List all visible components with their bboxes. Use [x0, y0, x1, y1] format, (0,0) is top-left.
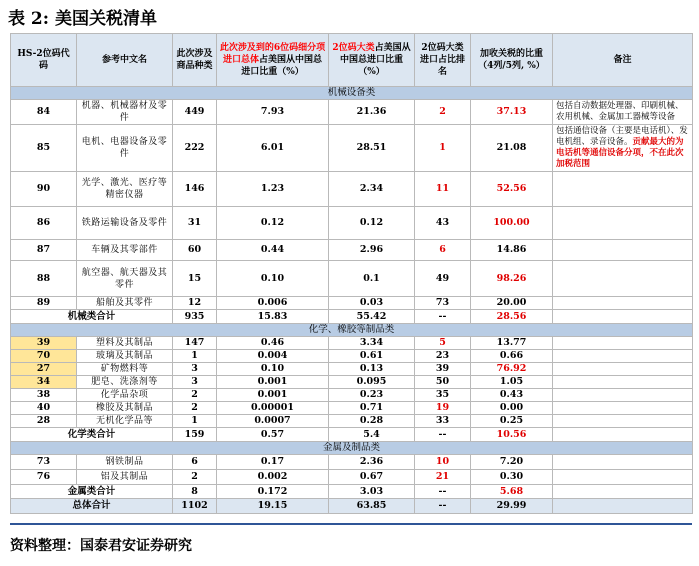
name-cell: 电机、电器设备及零件	[77, 125, 173, 172]
share6-cell: 0.46	[217, 337, 329, 350]
tariff-cell: 0.25	[471, 415, 553, 428]
table-row	[11, 402, 693, 415]
header-count: 此次涉及商品种类	[173, 34, 217, 87]
share6-cell: 0.44	[217, 240, 329, 261]
tariff-cell: 0.66	[471, 350, 553, 363]
name-cell: 橡胶及其制品	[77, 402, 173, 415]
header-share6-red: 此次涉及到的6位码细分项进口总体	[219, 43, 326, 65]
subtotal-tariff: 5.68	[471, 485, 553, 499]
name-cell: 航空器、航天器及其零件	[77, 261, 173, 297]
subtotal-share6: 0.172	[217, 485, 329, 499]
count-cell: 222	[173, 125, 217, 172]
rank-cell: 73	[415, 297, 471, 310]
section-label: 化学、橡胶等制品类	[11, 324, 693, 337]
count-cell: 2	[173, 470, 217, 485]
name-cell: 肥皂、洗涤剂等	[77, 376, 173, 389]
subtotal-count: 159	[173, 428, 217, 442]
share2-cell: 0.12	[329, 207, 415, 240]
count-cell: 6	[173, 455, 217, 470]
count-cell: 1	[173, 415, 217, 428]
rank-cell: 19	[415, 402, 471, 415]
tariff-cell: 20.00	[471, 297, 553, 310]
table-row	[11, 389, 693, 402]
tariff-cell: 0.30	[471, 470, 553, 485]
tariff-cell: 21.08	[471, 125, 553, 172]
name-cell: 塑料及其制品	[77, 337, 173, 350]
subtotal-label: 化学类合计	[11, 428, 173, 442]
subtotal-share2: 3.03	[329, 485, 415, 499]
share2-cell: 2.36	[329, 455, 415, 470]
share2-cell: 2.96	[329, 240, 415, 261]
name-cell: 光学、激光、医疗等精密仪器	[77, 172, 173, 207]
share2-cell: 0.71	[329, 402, 415, 415]
section-label: 金属及制品类	[11, 442, 693, 455]
header-hs-code: HS-2位码代码	[11, 34, 77, 87]
name-cell: 铝及其制品	[77, 470, 173, 485]
count-cell: 60	[173, 240, 217, 261]
hs-code-cell: 76	[11, 470, 77, 485]
count-cell: 2	[173, 402, 217, 415]
tariff-cell: 98.26	[471, 261, 553, 297]
hs-code-cell: 39	[11, 337, 77, 350]
share6-cell: 0.0007	[217, 415, 329, 428]
name-cell: 车辆及其零部件	[77, 240, 173, 261]
share6-cell: 7.93	[217, 100, 329, 125]
subtotal-share2: 55.42	[329, 310, 415, 324]
tariff-cell: 0.00	[471, 402, 553, 415]
count-cell: 31	[173, 207, 217, 240]
subtotal-label: 机械类合计	[11, 310, 173, 324]
tariff-table	[10, 33, 693, 514]
tariff-cell: 37.13	[471, 100, 553, 125]
note-text: 包括通信设备（主要是电话机）、发电机组、录音设备。	[556, 126, 688, 147]
table-row	[11, 415, 693, 428]
source-note: 资料整理：国泰君安证券研究	[10, 538, 192, 554]
share6-cell: 0.001	[217, 389, 329, 402]
tariff-cell: 76.92	[471, 363, 553, 376]
bottom-rule	[10, 523, 692, 525]
subtotal-rank: --	[415, 310, 471, 324]
subtotal-tariff: 10.56	[471, 428, 553, 442]
table-row	[11, 125, 693, 172]
note-cell	[553, 389, 693, 402]
header-note: 备注	[553, 34, 693, 87]
hs-code-cell: 27	[11, 363, 77, 376]
note-cell	[553, 415, 693, 428]
table-row	[11, 172, 693, 207]
hs-code-cell: 85	[11, 125, 77, 172]
share2-cell: 0.61	[329, 350, 415, 363]
share6-cell: 0.00001	[217, 402, 329, 415]
tariff-cell: 100.00	[471, 207, 553, 240]
subtotal-count: 8	[173, 485, 217, 499]
rank-cell: 21	[415, 470, 471, 485]
subtotal-note	[553, 499, 693, 514]
rank-cell: 43	[415, 207, 471, 240]
hs-code-cell: 87	[11, 240, 77, 261]
table-row	[11, 261, 693, 297]
subtotal-count: 1102	[173, 499, 217, 514]
share6-cell: 0.001	[217, 376, 329, 389]
rank-cell: 33	[415, 415, 471, 428]
header-name: 参考中文名	[77, 34, 173, 87]
rank-cell: 49	[415, 261, 471, 297]
subtotal-rank: --	[415, 485, 471, 499]
share2-cell: 0.03	[329, 297, 415, 310]
tariff-cell: 0.43	[471, 389, 553, 402]
rank-cell: 1	[415, 125, 471, 172]
note-cell	[553, 455, 693, 470]
table-row	[11, 350, 693, 363]
rank-cell: 10	[415, 455, 471, 470]
count-cell: 449	[173, 100, 217, 125]
share2-cell: 0.13	[329, 363, 415, 376]
table-row	[11, 240, 693, 261]
share6-cell: 0.002	[217, 470, 329, 485]
note-cell	[553, 207, 693, 240]
subtotal-share6: 0.57	[217, 428, 329, 442]
rank-cell: 39	[415, 363, 471, 376]
hs-code-cell: 34	[11, 376, 77, 389]
hs-code-cell: 89	[11, 297, 77, 310]
hs-code-cell: 84	[11, 100, 77, 125]
count-cell: 3	[173, 363, 217, 376]
share2-cell: 0.1	[329, 261, 415, 297]
subtotal-label: 金属类合计	[11, 485, 173, 499]
hs-code-cell: 38	[11, 389, 77, 402]
section-metal	[11, 442, 693, 455]
subtotal-note	[553, 485, 693, 499]
hs-code-cell: 28	[11, 415, 77, 428]
name-cell: 机器、机械器材及零件	[77, 100, 173, 125]
share2-cell: 21.36	[329, 100, 415, 125]
subtotal-share6: 15.83	[217, 310, 329, 324]
tariff-cell: 7.20	[471, 455, 553, 470]
section-chemical	[11, 324, 693, 337]
share6-cell: 6.01	[217, 125, 329, 172]
name-cell: 无机化学品等	[77, 415, 173, 428]
table-row	[11, 376, 693, 389]
rank-cell: 23	[415, 350, 471, 363]
hs-code-cell: 88	[11, 261, 77, 297]
subtotal-note	[553, 310, 693, 324]
rank-cell: 5	[415, 337, 471, 350]
rank-cell: 50	[415, 376, 471, 389]
subtotal-tariff: 29.99	[471, 499, 553, 514]
note-cell	[553, 172, 693, 207]
header-share2	[329, 34, 415, 87]
tariff-cell: 1.05	[471, 376, 553, 389]
note-cell	[553, 350, 693, 363]
hs-code-cell: 86	[11, 207, 77, 240]
hs-code-cell: 90	[11, 172, 77, 207]
header-share6	[217, 34, 329, 87]
count-cell: 3	[173, 376, 217, 389]
share6-cell: 0.10	[217, 363, 329, 376]
subtotal-row	[11, 485, 693, 499]
rank-cell: 6	[415, 240, 471, 261]
name-cell: 矿物燃料等	[77, 363, 173, 376]
table-title: 表 2: 美国关税清单	[8, 9, 157, 29]
count-cell: 146	[173, 172, 217, 207]
subtotal-share2: 63.85	[329, 499, 415, 514]
tariff-cell: 52.56	[471, 172, 553, 207]
name-cell: 化学品杂项	[77, 389, 173, 402]
note-cell	[553, 402, 693, 415]
hs-code-cell: 40	[11, 402, 77, 415]
name-cell: 船舶及其零件	[77, 297, 173, 310]
share2-cell: 0.67	[329, 470, 415, 485]
section-label: 机械设备类	[11, 87, 693, 100]
share6-cell: 0.10	[217, 261, 329, 297]
note-cell	[553, 125, 693, 172]
share2-cell: 2.34	[329, 172, 415, 207]
rank-cell: 35	[415, 389, 471, 402]
share2-cell: 0.095	[329, 376, 415, 389]
note-cell	[553, 337, 693, 350]
share6-cell: 0.12	[217, 207, 329, 240]
table-row	[11, 337, 693, 350]
subtotal-tariff: 28.56	[471, 310, 553, 324]
subtotal-row	[11, 310, 693, 324]
total-row	[11, 499, 693, 514]
table-row	[11, 455, 693, 470]
count-cell: 2	[173, 389, 217, 402]
subtotal-share2: 5.4	[329, 428, 415, 442]
header-tariff: 加收关税的比重（4列/5列, %）	[471, 34, 553, 87]
count-cell: 15	[173, 261, 217, 297]
hs-code-cell: 73	[11, 455, 77, 470]
count-cell: 147	[173, 337, 217, 350]
share2-cell: 3.34	[329, 337, 415, 350]
header-rank: 2位码大类进口占比排名	[415, 34, 471, 87]
note-cell	[553, 363, 693, 376]
name-cell: 铁路运输设备及零件	[77, 207, 173, 240]
note-cell	[553, 470, 693, 485]
header-share6-black: 占美国从中国总进口比重（%）	[241, 55, 323, 77]
header-share2-red: 2位码大类	[332, 43, 375, 53]
note-cell	[553, 376, 693, 389]
share2-cell: 28.51	[329, 125, 415, 172]
share6-cell: 0.17	[217, 455, 329, 470]
subtotal-share6: 19.15	[217, 499, 329, 514]
section-machinery	[11, 87, 693, 100]
subtotal-rank: --	[415, 499, 471, 514]
hs-code-cell: 70	[11, 350, 77, 363]
subtotal-row	[11, 428, 693, 442]
subtotal-note	[553, 428, 693, 442]
rank-cell: 11	[415, 172, 471, 207]
table-row	[11, 297, 693, 310]
tariff-cell: 13.77	[471, 337, 553, 350]
note-highlight: 贡献最大的为电话机等通信设备分项，不在此次加税范围	[556, 137, 684, 169]
subtotal-count: 935	[173, 310, 217, 324]
name-cell: 玻璃及其制品	[77, 350, 173, 363]
share2-cell: 0.23	[329, 389, 415, 402]
share6-cell: 0.006	[217, 297, 329, 310]
header-share2-black: 占美国从中国总进口比重（%）	[339, 43, 411, 77]
table-body	[11, 87, 693, 514]
note-cell	[553, 240, 693, 261]
table-row	[11, 363, 693, 376]
count-cell: 12	[173, 297, 217, 310]
header-row	[11, 34, 693, 87]
note-cell: 包括自动数据处理器、印刷机械、农用机械、金属加工器械等设备	[553, 100, 693, 125]
tariff-cell: 14.86	[471, 240, 553, 261]
table-row	[11, 470, 693, 485]
count-cell: 1	[173, 350, 217, 363]
note-cell	[553, 261, 693, 297]
table-row	[11, 100, 693, 125]
table-row	[11, 207, 693, 240]
rank-cell: 2	[415, 100, 471, 125]
note-cell	[553, 297, 693, 310]
share6-cell: 1.23	[217, 172, 329, 207]
name-cell: 钢铁制品	[77, 455, 173, 470]
subtotal-rank: --	[415, 428, 471, 442]
share6-cell: 0.004	[217, 350, 329, 363]
share2-cell: 0.28	[329, 415, 415, 428]
subtotal-label: 总体合计	[11, 499, 173, 514]
